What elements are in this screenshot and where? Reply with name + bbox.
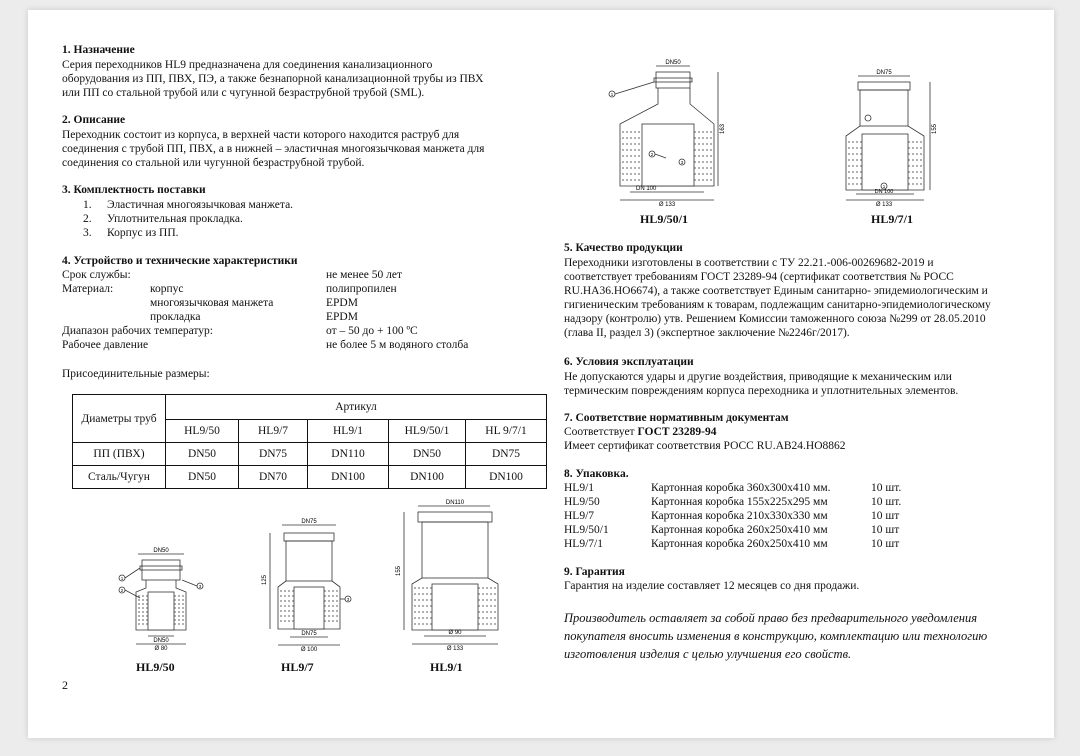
table-cell: DN100 — [308, 466, 389, 489]
table-header: HL9/1 — [308, 420, 389, 443]
section-7-line: Имеет сертификат соответствия РОСС RU.АВ24.НО8862 — [564, 440, 846, 452]
drawing-caption: HL9/50 — [136, 660, 175, 674]
text-line: Производитель оставляет за собой право без предварительного уведомления — [564, 611, 978, 625]
section-8-title: 8. Упаковка. — [564, 468, 629, 480]
spec-value: не менее 50 лет — [326, 269, 402, 281]
section-6-text — [564, 370, 1022, 398]
pack-qty: 10 шт — [871, 538, 900, 550]
callout-label: 3 — [198, 584, 202, 589]
text-line: термическим повреждениям корпуса переходника и уплотнительных элементов. — [564, 385, 959, 397]
section-9-title: 9. Гарантия — [564, 566, 625, 578]
section-1-text — [62, 58, 520, 100]
pack-code: HL9/7/1 — [564, 538, 603, 550]
text-line: RU.НА36.НО6674), а также соответствует Единым санитарно- эпидемиологическим и — [564, 285, 988, 297]
dim-label: Ø 80 — [154, 646, 168, 652]
list-number: 3. — [83, 227, 92, 239]
section-4-title: 4. Устройство и технические характеристики — [62, 255, 298, 267]
dim-label: DN75 — [301, 631, 317, 637]
text-line: Не допускаются удары и другие воздействия, приводящие к механическим или — [564, 371, 952, 383]
list-number: 2. — [83, 213, 92, 225]
pack-qty: 10 шт — [871, 524, 900, 536]
section-2-title: 2. Описание — [62, 114, 126, 126]
callout-label: 3 — [346, 597, 350, 602]
hl9-50-1-drawing — [606, 58, 726, 208]
table-cell: DN75 — [239, 443, 308, 466]
section-5-title: 5. Качество продукции — [564, 242, 683, 254]
text-line: гигиеническим требованиям к товарам, подлежащим санитарно-эпидемиологическому — [564, 299, 991, 311]
text-line: соединения с трубой ПП, ПВХ, а в нижней – эластичная многоязычковая манжета для — [62, 143, 485, 155]
spec-value: от – 50 до + 100 ºС — [326, 325, 418, 337]
table-cell: DN70 — [239, 466, 308, 489]
dim-label: DN75 — [876, 70, 892, 76]
dim-label: 155 — [396, 565, 402, 576]
pack-code: HL9/1 — [564, 482, 595, 494]
text-line: (глава II, раздел 3) (экспертное заключение №2246г/2017). — [564, 327, 850, 339]
pack-code: HL9/50 — [564, 496, 600, 508]
table-header: HL 9/7/1 — [466, 420, 547, 443]
spec-sublabel: корпус — [150, 283, 184, 295]
list-item — [83, 227, 92, 239]
table-header: Диаметры труб — [73, 395, 166, 443]
dim-label: DN75 — [301, 519, 317, 525]
spec-label: Диапазон рабочих температур: — [62, 325, 213, 337]
manufacturer-note — [564, 609, 1024, 663]
callout-label: 1 — [120, 576, 124, 581]
table-cell: DN75 — [466, 443, 547, 466]
spec-label: Срок службы: — [62, 269, 131, 281]
spec-label: Материал: — [62, 283, 114, 295]
dim-label: Ø 90 — [448, 630, 462, 636]
table-cell: DN50 — [166, 443, 239, 466]
section-2-text — [62, 128, 520, 170]
drawing-caption: HL9/7/1 — [871, 212, 914, 226]
table-header-group: Артикул — [166, 395, 547, 420]
text-line: Переходник состоит из корпуса, в верхней части которого находится раструб для — [62, 129, 460, 141]
list-item — [83, 213, 92, 225]
table-cell: Сталь/Чугун — [73, 466, 166, 489]
table-row — [73, 466, 547, 489]
list-item-text: Уплотнительная прокладка. — [107, 213, 243, 225]
section-9-text: Гарантия на изделие составляет 12 месяцев со дня продажи. — [564, 580, 860, 592]
text-span: Соответствует — [564, 426, 638, 438]
pack-code: HL9/50/1 — [564, 524, 609, 536]
page-number: 2 — [62, 678, 68, 692]
text-line: или ПП со стальной трубой или с чугунной безраструбной трубой (SML). — [62, 87, 425, 99]
gost-reference: ГОСТ 23289-94 — [637, 426, 717, 438]
callout-label: 2 — [120, 588, 124, 593]
callout-label: 1 — [610, 92, 614, 97]
table-header: HL9/50/1 — [389, 420, 466, 443]
dim-label: DN 100 — [636, 186, 657, 192]
table-cell: DN50 — [166, 466, 239, 489]
table-cell: ПП (ПВХ) — [73, 443, 166, 466]
pack-qty: 10 шт. — [871, 496, 902, 508]
dim-label: DN 100 — [874, 189, 894, 195]
pack-box: Картонная коробка 260х250х410 мм — [651, 538, 828, 550]
spec-value: EPDM — [326, 297, 358, 309]
callout-label: 1 — [882, 184, 886, 189]
drawing-caption: HL9/7 — [281, 660, 314, 674]
dim-label: DN50 — [665, 60, 681, 66]
dim-label: Ø 133 — [446, 646, 464, 652]
table-cell: DN100 — [466, 466, 547, 489]
pack-box: Картонная коробка 260х250х410 мм — [651, 524, 828, 536]
text-line: надзору (контролю) утв. Решением Комиссии таможенного союза №299 от 28.05.2010 — [564, 313, 986, 325]
list-item-text: Корпус из ПП. — [107, 227, 179, 239]
spec-label: Рабочее давление — [62, 339, 149, 351]
pack-code: HL9/7 — [564, 510, 595, 522]
dim-label: Ø 100 — [300, 647, 318, 653]
text-line: соответствует требованиям ГОСТ 23289-94 (сертификат соответствия № РОСС — [564, 271, 954, 283]
dim-label: 125 — [262, 574, 268, 585]
dim-label: Ø 133 — [875, 202, 893, 208]
document-page — [28, 10, 1054, 738]
dim-label: DN50 — [153, 548, 169, 554]
spec-sublabel: прокладка — [150, 311, 201, 323]
text-line: соединения со стальной или чугунной безраструбной трубой. — [62, 157, 365, 169]
dimensions-table — [72, 394, 547, 489]
spec-sublabel: многоязычковая манжета — [150, 297, 274, 309]
hl9-1-drawing — [378, 500, 508, 650]
pack-box: Картонная коробка 360х300х410 мм. — [651, 482, 831, 494]
text-line: Переходники изготовлены в соответствии с ТУ 22.21.-006-00269682-2019 и — [564, 257, 934, 269]
section-7-title: 7. Соответствие нормативным документам — [564, 412, 789, 424]
drawing-caption: HL9/1 — [430, 660, 463, 674]
pack-box: Картонная коробка 155х225х295 мм — [651, 496, 828, 508]
dim-label: 155 — [932, 123, 938, 134]
text-line: Серия переходников HL9 предназначена для соединения канализационного — [62, 59, 433, 71]
spec-value: EPDM — [326, 311, 358, 323]
table-header: HL9/7 — [239, 420, 308, 443]
dim-label: Ø 133 — [658, 202, 676, 208]
text-line: покупателя вносить изменения в конструкцию, комплектацию или технологию — [564, 629, 988, 643]
spec-value: полипропилен — [326, 283, 397, 295]
table-cell: DN100 — [389, 466, 466, 489]
section-3-title: 3. Комплектность поставки — [62, 184, 206, 196]
table-header: HL9/50 — [166, 420, 239, 443]
pack-box: Картонная коробка 210х330х330 мм — [651, 510, 828, 522]
table-cell: DN110 — [308, 443, 389, 466]
dim-label: 163 — [720, 123, 726, 134]
pack-qty: 10 шт — [871, 510, 900, 522]
list-item-text: Эластичная многоязычковая манжета. — [107, 199, 294, 211]
section-6-title: 6. Условия эксплуатации — [564, 356, 694, 368]
hl9-7-1-drawing — [828, 68, 938, 208]
callout-label: 2 — [650, 152, 654, 157]
dim-label: DN110 — [445, 500, 465, 506]
dim-label: DN50 — [153, 638, 169, 644]
table-row — [73, 443, 547, 466]
pack-qty: 10 шт. — [871, 482, 902, 494]
section-5-text — [564, 256, 1022, 340]
table-cell: DN50 — [389, 443, 466, 466]
section-7-line — [564, 426, 717, 438]
hl9-50-drawing — [116, 540, 206, 652]
text-line: оборудования из ПП, ПВХ, ПЭ, а также безнапорной канализационной трубы из ПВХ — [62, 73, 484, 85]
hl9-7-drawing — [256, 515, 356, 653]
text-line: изготовления изделия с целью улучшения его свойств. — [564, 647, 852, 661]
callout-label: 3 — [680, 160, 684, 165]
list-number: 1. — [83, 199, 92, 211]
list-item — [83, 199, 92, 211]
connect-label: Присоединительные размеры: — [62, 368, 210, 380]
spec-value: не более 5 м водяного столба — [326, 339, 469, 351]
drawing-caption: HL9/50/1 — [640, 212, 689, 226]
section-1-title: 1. Назначение — [62, 44, 135, 56]
